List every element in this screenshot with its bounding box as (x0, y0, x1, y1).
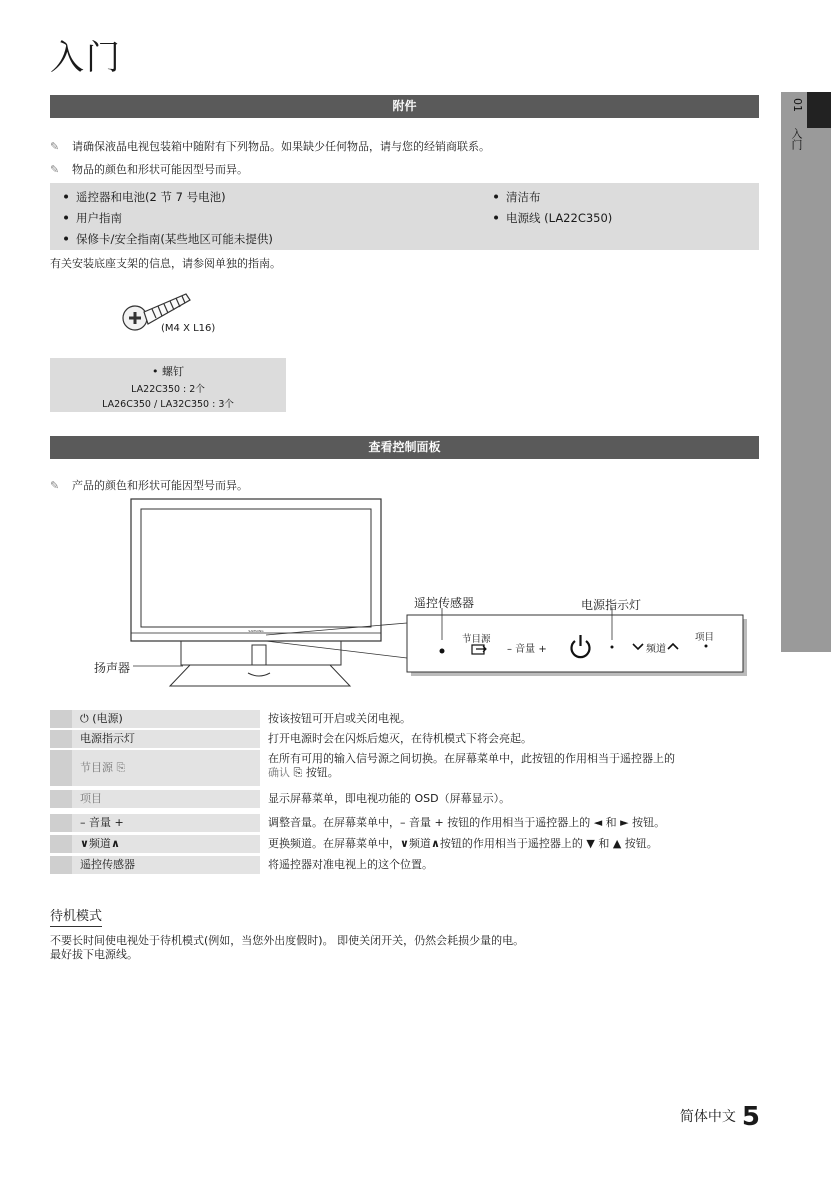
chevron-up-icon: ∧ (110, 837, 120, 850)
note-3 (50, 477, 248, 493)
table-row (50, 856, 759, 874)
label-power-led: 电源指示灯 (581, 598, 642, 612)
screw-size-label: (M4 X L16) (161, 323, 216, 334)
page-footer (680, 1102, 760, 1132)
label-remote-sensor: 遥控传感器 (414, 596, 475, 610)
power-icon: ⏻ (80, 712, 89, 725)
key-text: (电源) (92, 712, 123, 725)
side-tab-label: 入门 (790, 128, 803, 150)
screw-box-title: • 螺钉 (152, 365, 184, 378)
table-value: 调整音量。在屏幕菜单中，– 音量 + 按钮的作用相当于遥控器上的 ◄ 和 ► 按钮。 (268, 816, 666, 829)
enter-icon: ⎘ (293, 766, 303, 779)
screw-count-2: LA26C350 / LA32C350 : 3个 (102, 399, 234, 410)
chevron-down-icon: ∨ (80, 837, 89, 850)
tv-diagram (60, 495, 760, 695)
side-tab (781, 92, 807, 652)
note-text: 请确保液晶电视包装箱中随附有下列物品。如果缺少任何物品，请与您的经销商联系。 (72, 140, 490, 153)
label-source: 节目源 (462, 634, 491, 645)
stand-note: 有关安装底座支架的信息，请参阅单独的指南。 (50, 257, 281, 270)
note-1 (50, 138, 490, 154)
section-header-accessories: 附件 (50, 95, 759, 118)
accessory-item: • 电源线 (LA22C350) (486, 210, 612, 226)
table-row (50, 750, 759, 786)
standby-line-1: 不要长时间使电视处于待机模式(例如，当您外出度假时)。 即使关闭开关，仍然会耗损少量的电。 (50, 934, 525, 947)
accessory-item: • 保修卡/安全指南(某些地区可能未提供) (56, 231, 273, 247)
table-key: – 音量 + (50, 814, 260, 832)
standby-heading: 待机模式 (50, 905, 102, 927)
side-tab-number: 01 (791, 98, 804, 112)
tv-brand-logo: SAMSUNG (248, 629, 264, 633)
value-text: 频道 (408, 837, 431, 850)
value-text: 在所有可用的输入信号源之间切换。在屏幕菜单中，此按钮的作用相当于遥控器上的 (268, 752, 675, 765)
note-2 (50, 161, 248, 177)
pencil-icon: ✎ (50, 163, 60, 176)
table-value: 显示屏幕菜单，即电视功能的 OSD（屏幕显示）。 (268, 792, 511, 805)
key-text: 节目源 (80, 761, 113, 774)
key-text: 频道 (88, 837, 111, 850)
table-key (50, 750, 260, 786)
value-text: 按钮。 (305, 766, 339, 779)
table-value (268, 835, 759, 851)
label-channel: 频道 (646, 644, 666, 655)
note-text: 产品的颜色和形状可能因型号而异。 (72, 479, 248, 492)
side-tab-marker (807, 92, 831, 128)
standby-line-2: 最好拔下电源线。 (50, 948, 138, 961)
table-value: 按该按钮可开启或关闭电视。 (268, 712, 411, 725)
note-text: 物品的颜色和形状可能因型号而异。 (72, 163, 248, 176)
value-text: 按钮的作用相当于遥控器上的 ▼ 和 ▲ 按钮。 (439, 837, 658, 850)
page-title: 入门 (50, 38, 122, 78)
table-value (268, 750, 759, 780)
screw-count-1: LA22C350 : 2个 (131, 384, 205, 395)
label-menu: 项目 (695, 632, 715, 643)
accessory-item: • 遥控器和电池(2 节 7 号电池) (56, 189, 226, 205)
table-key: 遥控传感器 (50, 856, 260, 874)
table-value: 将遥控器对准电视上的这个位置。 (268, 858, 433, 871)
table-row (50, 730, 759, 748)
value-text: 更换频道。在屏幕菜单中， (268, 837, 400, 850)
accessory-item: • 清洁布 (486, 189, 541, 205)
section-header-control-panel: 查看控制面板 (50, 436, 759, 459)
pencil-icon: ✎ (50, 479, 60, 492)
table-key: 电源指示灯 (50, 730, 260, 748)
table-row (50, 790, 759, 808)
chevron-up-icon: ∧ (430, 837, 440, 850)
page-number: 5 (741, 1102, 760, 1132)
label-volume: – 音量 + (507, 644, 547, 655)
table-key (50, 710, 260, 728)
footer-language: 简体中文 (679, 1109, 736, 1125)
screw-title-text: 螺钉 (162, 365, 184, 378)
table-key (50, 835, 260, 853)
source-icon: ⎘ (116, 761, 126, 774)
table-row (50, 814, 759, 832)
table-row (50, 835, 759, 853)
table-value: 打开电源时会在闪烁后熄灭，在待机模式下将会亮起。 (268, 732, 532, 745)
table-key: 项目 (50, 790, 260, 808)
accessory-item: • 用户指南 (56, 210, 122, 226)
pencil-icon: ✎ (50, 140, 60, 153)
label-speaker: 扬声器 (94, 661, 131, 675)
side-tab-strip (807, 128, 831, 652)
table-row (50, 710, 759, 728)
value-text: 确认 (268, 766, 290, 779)
chevron-down-icon: ∨ (400, 837, 409, 850)
